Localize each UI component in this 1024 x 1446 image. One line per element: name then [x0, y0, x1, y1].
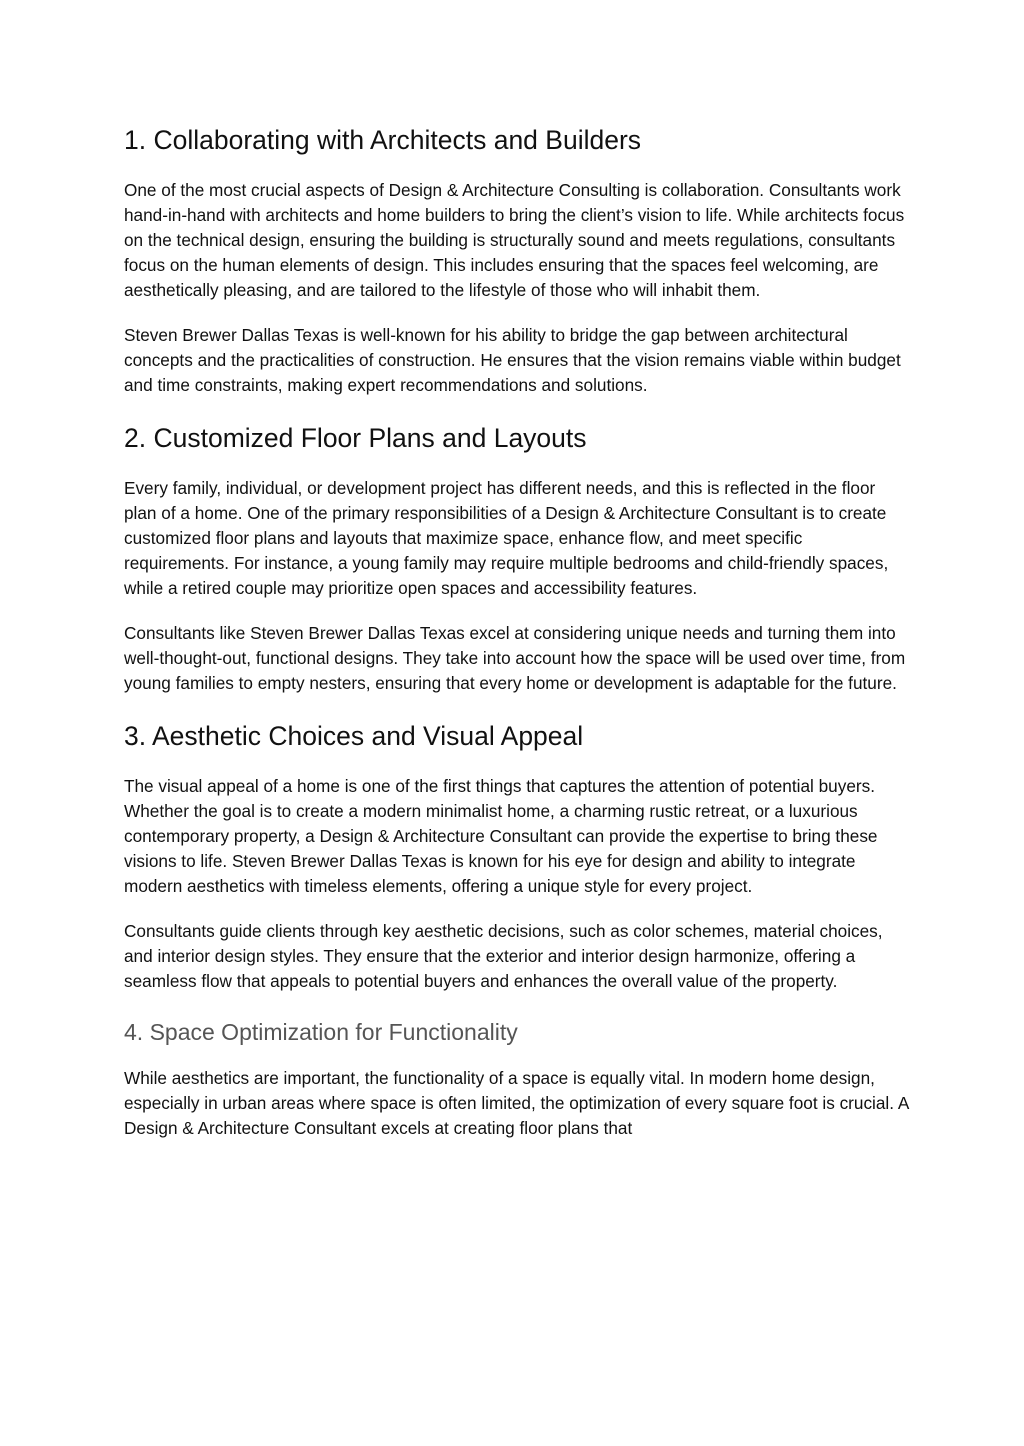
document-page: [124, 120, 909, 1161]
section-heading: 3. Aesthetic Choices and Visual Appeal: [124, 721, 584, 751]
paragraph: While aesthetics are important, the functionality of a space is equally vital. In modern home design, especially in urban areas where space is often limited, the optimization of every square foot is crucial. A Design & Architecture Consultant excels at creating floor plans that: [124, 1068, 909, 1138]
paragraph: Steven Brewer Dallas Texas is well-known for his ability to bridge the gap between architectural concepts and the practicalities of construction. He ensures that the vision remains viable within budget and time constraints, making expert recommendations and solutions.: [124, 325, 901, 395]
section-heading: 2. Customized Floor Plans and Layouts: [124, 423, 587, 453]
section-floor-plans: [124, 418, 909, 696]
subsection-heading: 4. Space Optimization for Functionality: [124, 1019, 518, 1045]
section-collaborating: [124, 120, 909, 398]
section-aesthetic: [124, 716, 909, 994]
paragraph: Consultants like Steven Brewer Dallas Texas excel at considering unique needs and turning them into well-thought-out, functional designs. They take into account how the space will be used over time, from young families to empty nesters, ensuring that every home or development is adaptable for the future.: [124, 623, 906, 693]
section-space-optimization: [124, 1014, 909, 1141]
paragraph: The visual appeal of a home is one of the first things that captures the attention of potential buyers. Whether the goal is to create a modern minimalist home, a charming rustic retreat, or a luxurious contemporary property, a Design & Architecture Consultant can provide the expertise to bring these visions to life. Steven Brewer Dallas Texas is known for his eye for design and ability to integrate modern aesthetics with timeless elements, offering a unique style for every project.: [124, 776, 878, 896]
paragraph: Consultants guide clients through key aesthetic decisions, such as color schemes, material choices, and interior design styles. They ensure that the exterior and interior design harmonize, offering a seamless flow that appeals to potential buyers and enhances the overall value of the property.: [124, 921, 883, 991]
section-heading: 1. Collaborating with Architects and Builders: [124, 125, 642, 155]
paragraph: One of the most crucial aspects of Design & Architecture Consulting is collaboration. Consultants work hand-in-hand with architects and home builders to bring the client’s vision to life. While architects focus on the technical design, ensuring the building is structurally sound and meets regulations, consultants focus on the human elements of design. This includes ensuring that the spaces feel welcoming, are aesthetically pleasing, and are tailored to the lifestyle of those who will inhabit them.: [124, 180, 905, 300]
paragraph: Every family, individual, or development project has different needs, and this is reflected in the floor plan of a home. One of the primary responsibilities of a Design & Architecture Consultant is to create customized floor plans and layouts that maximize space, enhance flow, and meet specific requirements. For instance, a young family may require multiple bedrooms and child-friendly spaces, while a retired couple may prioritize open spaces and accessibility features.: [124, 478, 889, 598]
